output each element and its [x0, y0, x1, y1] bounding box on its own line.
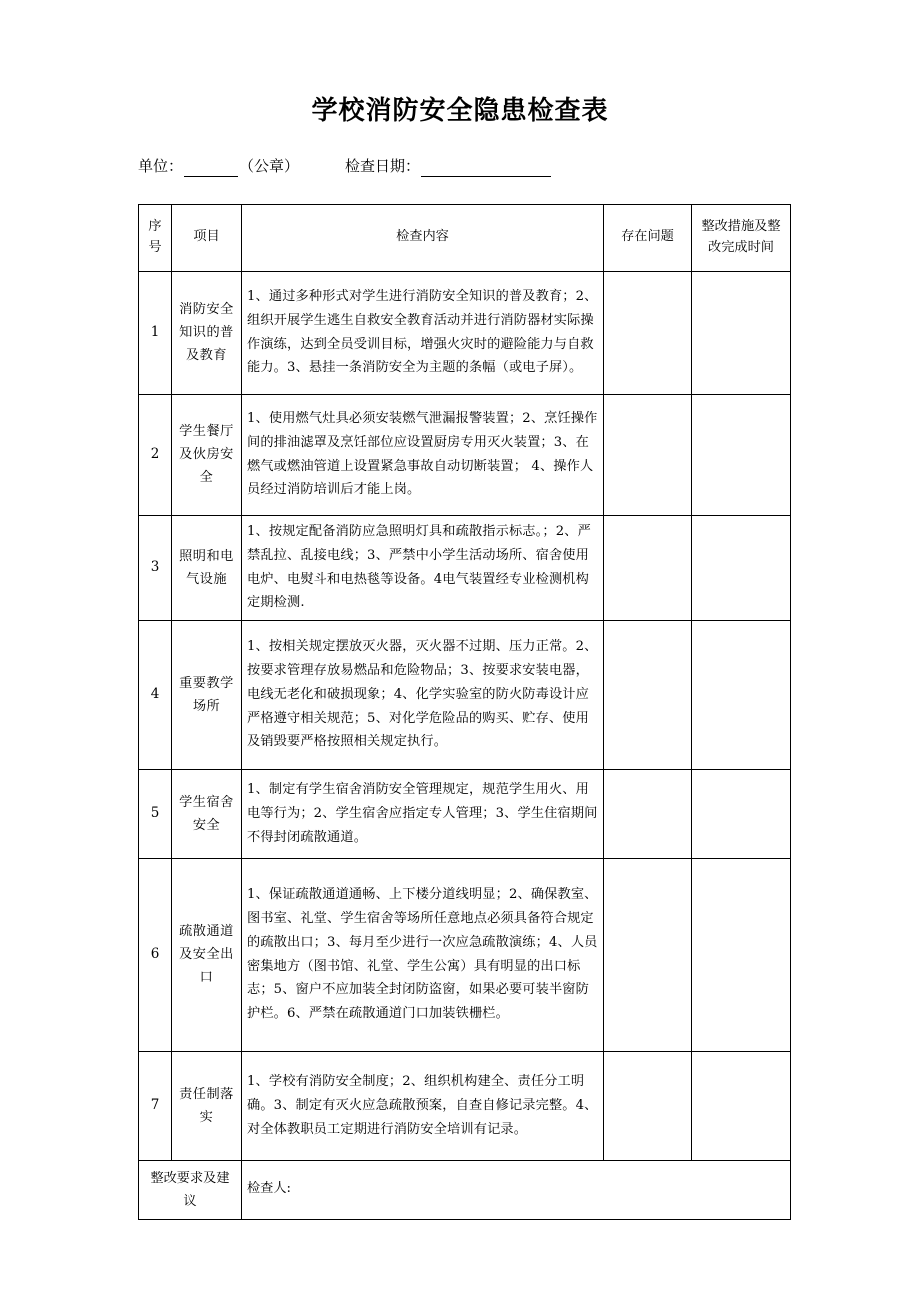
seal-note: （公章） [239, 157, 300, 176]
row-content: 1、制定有学生宿舍消防安全管理规定，规范学生用火、用电等行为；2、学生宿舍应指定专人管理；3、学生住宿期间不得封闭疏散通道。 [242, 769, 604, 858]
row-number: 3 [139, 515, 172, 620]
header-item: 项目 [172, 204, 242, 271]
row-issue-field[interactable] [604, 394, 692, 515]
row-fix-field[interactable] [692, 394, 791, 515]
table-row [139, 769, 791, 858]
table-row [139, 271, 791, 394]
row-fix-field[interactable] [692, 620, 791, 769]
unit-label: 单位： [138, 157, 184, 176]
row-issue-field[interactable] [604, 515, 692, 620]
row-number: 5 [139, 769, 172, 858]
row-content: 1、按规定配备消防应急照明灯具和疏散指示标志。；2、严禁乱拉、乱接电线；3、严禁中小学生活动场所、宿舍使用电炉、电熨斗和电热毯等设备。4电气装置经专业检测机构定期检测. [242, 515, 604, 620]
table-footer-row [139, 1160, 791, 1219]
date-input-blank[interactable] [421, 163, 551, 177]
table-row [139, 394, 791, 515]
row-number: 2 [139, 394, 172, 515]
row-fix-field[interactable] [692, 769, 791, 858]
row-content: 1、通过多种形式对学生进行消防安全知识的普及教育；2、组织开展学生逃生自救安全教育活动并进行消防器材实际操作演练，达到全员受训目标，增强火灾时的避险能力与自救能力。3、悬挂一条消防安全为主题的条幅（或电子屏）。 [242, 271, 604, 394]
row-fix-field[interactable] [692, 271, 791, 394]
row-number: 1 [139, 271, 172, 394]
row-item: 疏散通道及安全出口 [172, 858, 242, 1051]
row-issue-field[interactable] [604, 1051, 692, 1160]
row-item: 学生餐厅及伙房安全 [172, 394, 242, 515]
footer-label: 整改要求及建议 [139, 1160, 242, 1219]
unit-input-blank[interactable] [184, 163, 238, 177]
table-container [0, 177, 920, 1220]
row-number: 6 [139, 858, 172, 1051]
header-content: 检查内容 [242, 204, 604, 271]
row-fix-field[interactable] [692, 1051, 791, 1160]
row-number: 4 [139, 620, 172, 769]
header-issue: 存在问题 [604, 204, 692, 271]
table-row [139, 515, 791, 620]
row-item: 重要教学场所 [172, 620, 242, 769]
header-no: 序号 [139, 204, 172, 271]
inspector-field[interactable]: 检查人: [242, 1160, 791, 1219]
row-number: 7 [139, 1051, 172, 1160]
table-row [139, 620, 791, 769]
row-issue-field[interactable] [604, 769, 692, 858]
meta-line [0, 127, 920, 177]
header-fix: 整改措施及整改完成时间 [692, 204, 791, 271]
row-issue-field[interactable] [604, 858, 692, 1051]
table-header-row [139, 204, 791, 271]
row-fix-field[interactable] [692, 515, 791, 620]
row-item: 消防安全知识的普及教育 [172, 271, 242, 394]
row-fix-field[interactable] [692, 858, 791, 1051]
row-content: 1、学校有消防安全制度；2、组织机构建全、责任分工明确。3、制定有灭火应急疏散预案，自查自修记录完整。4、对全体教职员工定期进行消防安全培训有记录。 [242, 1051, 604, 1160]
table-row [139, 858, 791, 1051]
row-item: 学生宿舍安全 [172, 769, 242, 858]
row-content: 1、按相关规定摆放灭火器，灭火器不过期、压力正常。2、按要求管理存放易燃品和危险物品；3、按要求安装电器，电线无老化和破损现象；4、化学实验室的防火防毒设计应严格遵守相关规范；5、对化学危险品的购买、贮存、使用及销毁要严格按照相关规定执行。 [242, 620, 604, 769]
row-item: 照明和电气设施 [172, 515, 242, 620]
table-row [139, 1051, 791, 1160]
date-label: 检查日期： [345, 157, 421, 176]
row-issue-field[interactable] [604, 620, 692, 769]
row-content: 1、使用燃气灶具必须安装燃气泄漏报警装置；2、烹饪操作间的排油滤罩及烹饪部位应设置厨房专用灭火装置；3、在燃气或燃油管道上设置紧急事故自动切断装置； 4、操作人员经过消防培训后才能上岗。 [242, 394, 604, 515]
row-item: 责任制落实 [172, 1051, 242, 1160]
fire-safety-checklist-table [138, 204, 791, 1220]
page-title: 学校消防安全隐患检查表 [311, 96, 609, 126]
row-content: 1、保证疏散通道通畅、上下楼分道线明显；2、确保教室、图书室、礼堂、学生宿舍等场所任意地点必须具备符合规定的疏散出口；3、每月至少进行一次应急疏散演练；4、人员密集地方（图书馆、礼堂、学生公寓）具有明显的出口标志；5、窗户不应加装全封闭防盗窗，如果必要可装半窗防护栏。6、严禁在疏散通道门口加装铁栅栏。 [242, 858, 604, 1051]
row-issue-field[interactable] [604, 271, 692, 394]
